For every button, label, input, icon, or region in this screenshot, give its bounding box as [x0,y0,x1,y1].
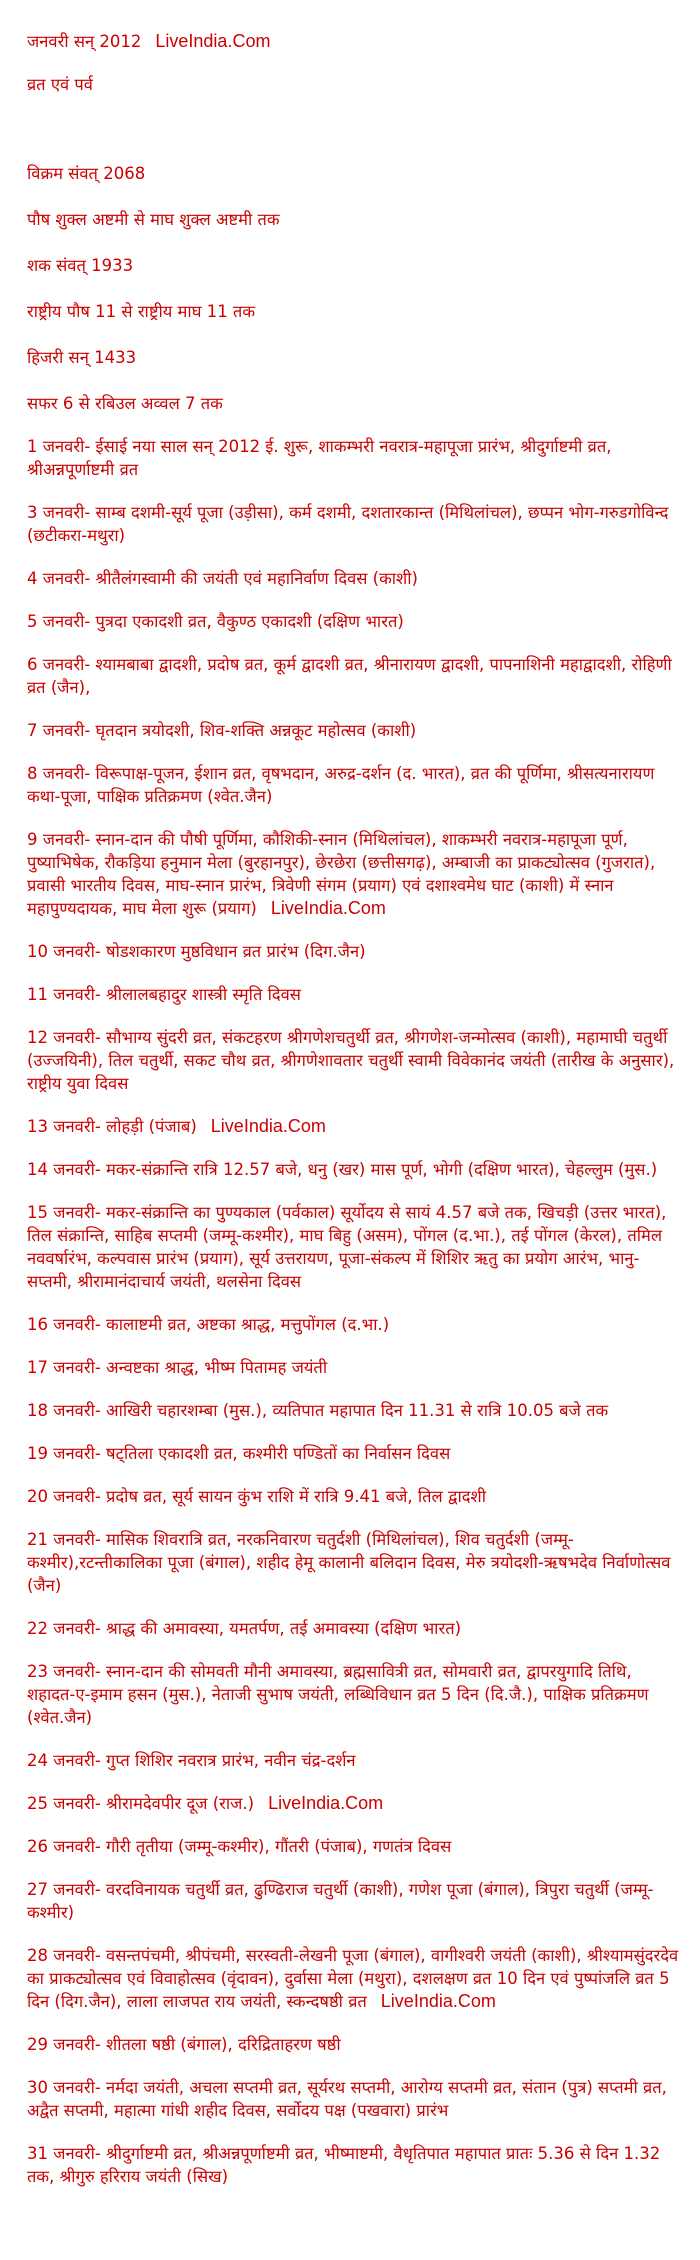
entry-text: 11 जनवरी- श्रीलालबहादुर शास्त्री स्मृति दिवस [27,985,301,1004]
shaka-samvat: शक संवत् 1933 [27,256,134,275]
festival-entry [27,1399,682,1422]
entry-text: 8 जनवरी- विरूपाक्ष-पूजन, ईशान व्रत, वृषभदान, अरुद्र-दर्शन (द. भारत), व्रत की पूर्णिमा, श्रीसत्यनारायण कथा-पूजा, पाक्षिक प्रतिक्रमण (श्वेत.जैन) [27,764,655,806]
festival-entry [27,719,682,742]
festival-entry [27,1313,682,1336]
festival-entry [27,1158,682,1181]
entry-text: 5 जनवरी- पुत्रदा एकादशी व्रत, वैकुण्ठ एकादशी (दक्षिण भारत) [27,612,404,631]
festival-entry [27,501,682,547]
festival-entry [27,1356,682,1379]
subtitle: व्रत एवं पर्व [27,75,93,94]
entry-text: 22 जनवरी- श्राद्ध की अमावस्या, यमतर्पण, तई अमावस्या (दक्षिण भारत) [27,1619,462,1638]
entry-text: 26 जनवरी- गौरी तृतीया (जम्मू-कश्मीर), गौंतरी (पंजाब), गणतंत्र दिवस [27,1837,452,1856]
brand-watermark: LiveIndia.Com [210,1116,326,1136]
festival-entry [27,1115,682,1138]
entry-text: 6 जनवरी- श्यामबाबा द्वादशी, प्रदोष व्रत, कूर्म द्वादशी व्रत, श्रीनारायण द्वादशी, पापनाशिनी महाद्वादशी, रोहिणी व्रत (जैन), [27,655,672,697]
page-title [27,30,682,53]
festival-entry [27,1835,682,1858]
entry-text: 19 जनवरी- षट्तिला एकादशी व्रत, कश्मीरी पण्डितों का निर्वासन दिवस [27,1444,451,1463]
entry-text: 24 जनवरी- गुप्त शिशिर नवरात्र प्रारंभ, नवीन चंद्र-दर्शन [27,1751,356,1770]
entry-text: 25 जनवरी- श्रीरामदेवपीर दूज (राज.) [27,1794,255,1813]
festival-entry [27,1878,682,1924]
festival-entry [27,1442,682,1465]
entry-text: 14 जनवरी- मकर-संक्रान्ति रात्रि 12.57 बजे, धनु (खर) मास पूर्ण, भोगी (दक्षिण भारत), चेहल्लुम (मुस.) [27,1160,658,1179]
festival-entry [27,1944,682,2013]
entry-text: 23 जनवरी- स्नान-दान की सोमवती मौनी अमावस्या, ब्रह्मसावित्री व्रत, सोमवारी व्रत, द्वापरयुगादि तिथि, शहादत-ए-इमाम हसन (मुस.), नेताजी सुभाष जयंती, लब्धिविधान व्रत 5 दिन (दि.जै.), पाक्षिक प्रतिक्रमण (श्वेत.जैन) [27,1662,649,1727]
festival-entry [27,1792,682,1815]
festival-entry [27,567,682,590]
festival-entry [27,435,682,481]
entry-text: 30 जनवरी- नर्मदा जयंती, अचला सप्तमी व्रत, सूर्यरथ सप्तमी, आरोग्य सप्तमी व्रत, संतान (पुत्र) सप्तमी व्रत, अद्वैत सप्तमी, महात्मा गांधी शहीद दिवस, सर्वोदय पक्ष (पखवारा) प्रारंभ [27,2078,667,2120]
entry-text: 3 जनवरी- साम्ब दशमी-सूर्य पूजा (उड़ीसा), कर्म दशमी, दशतारकान्त (मिथिलांचल), छप्पन भोग-गरुडगोविन्द (छटीकरा-मथुरा) [27,503,669,545]
entry-text: 17 जनवरी- अन्वष्टका श्राद्ध, भीष्म पितामह जयंती [27,1358,328,1377]
entry-text: 9 जनवरी- स्नान-दान की पौषी पूर्णिमा, कौशिकी-स्नान (मिथिलांचल), शाकम्भरी नवरात्र-महापूजा पूर्ण, पुष्याभिषेक, रौकड़िया हनुमान मेला (बुरहानपुर), छेरछेरा (छत्तीसगढ़), अम्बाजी का प्राकट्योत्सव (गुजरात), प्रवासी भारतीय दिवस, माघ-स्नान प्रारंभ, त्रिवेणी संगम (प्रयाग) एवं दशाश्वमेध घाट (काशी) में स्नान महापुण्यदायक, माघ मेला शुरू (प्रयाग) [27,830,656,918]
festival-entry [27,828,682,920]
festival-entry [27,1026,682,1095]
entry-text: 27 जनवरी- वरदविनायक चतुर्थी व्रत, ढुण्ढिराज चतुर्थी (काशी), गणेश पूजा (बंगाल), त्रिपुरा चतुर्थी (जम्मू-कश्मीर) [27,1880,654,1922]
month-year: जनवरी सन् 2012 [27,32,142,51]
entry-text: 13 जनवरी- लोहड़ी (पंजाब) [27,1117,197,1136]
entry-text: 1 जनवरी- ईसाई नया साल सन् 2012 ई. शुरू, शाकम्भरी नवरात्र-महापूजा प्रारंभ, श्रीदुर्गाष्टमी व्रत, श्रीअन्नपूर्णाष्टमी व्रत [27,437,612,479]
festival-entry [27,1749,682,1772]
brand-watermark: LiveIndia.Com [268,1793,384,1813]
festival-entry [27,2142,682,2188]
entry-text: 29 जनवरी- शीतला षष्ठी (बंगाल), दरिद्रिताहरण षष्ठी [27,2035,341,2054]
festival-entry [27,653,682,699]
entry-text: 21 जनवरी- मासिक शिवरात्रि व्रत, नरकनिवारण चतुर्दशी (मिथिलांचल), शिव चतुर्दशी (जम्मू-कश्मीर),रटन्तीकालिका पूजा (बंगाल), शहीद हेमू कालानी बलिदान दिवस, मेरु त्रयोदशी-ऋषभदेव निर्वाणोत्सव (जैन) [27,1530,671,1595]
paksha-range: पौष शुक्ल अष्टमी से माघ शुक्ल अष्टमी तक [27,210,280,229]
festival-entry [27,610,682,633]
festival-list [27,435,682,2188]
entry-text: 28 जनवरी- वसन्तपंचमी, श्रीपंचमी, सरस्वती-लेखनी पूजा (बंगाल), वागीश्वरी जयंती (काशी), श्रीश्यामसुंदरदेव का प्राकट्योत्सव एवं विवाहोत्सव (वृंदावन), दुर्वासा मेला (मथुरा), दशलक्षण व्रत 10 दिन एवं पुष्पांजलि व्रत 5 दिन (दिग.जैन), लाला लाजपत राय जयंती, स्कन्दषष्ठी व्रत [27,1946,679,2011]
entry-text: 7 जनवरी- घृतदान त्रयोदशी, शिव-शक्ति अन्नकूट महोत्सव (काशी) [27,721,417,740]
festival-entry [27,2033,682,2056]
festival-entry [27,1201,682,1293]
festival-entry [27,1617,682,1640]
festival-entry [27,1528,682,1597]
entry-text: 10 जनवरी- षोडशकारण मुष्ठविधान व्रत प्रारंभ (दिग.जैन) [27,942,366,961]
national-range: राष्ट्रीय पौष 11 से राष्ट्रीय माघ 11 तक [27,302,256,321]
festival-entry [27,1660,682,1729]
hijri-range: सफर 6 से रबिउल अव्वल 7 तक [27,394,223,413]
vikram-samvat: विक्रम संवत् 2068 [27,164,146,183]
hijri-year: हिजरी सन् 1433 [27,348,137,367]
entry-text: 18 जनवरी- आखिरी चहारशम्बा (मुस.), व्यतिपात महापात दिन 11.31 से रात्रि 10.05 बजे तक [27,1401,609,1420]
calendar-page [27,30,682,2208]
festival-entry [27,983,682,1006]
brand-watermark: LiveIndia.Com [270,898,386,918]
entry-text: 31 जनवरी- श्रीदुर्गाष्टमी व्रत, श्रीअन्नपूर्णाष्टमी व्रत, भीष्माष्टमी, वैधृतिपात महापात प्रातः 5.36 से दिन 1.32 तक, श्रीगुरु हरिराय जयंती (सिख) [27,2144,661,2186]
festival-entry [27,1485,682,1508]
entry-text: 16 जनवरी- कालाष्टमी व्रत, अष्टका श्राद्ध, मत्तुपोंगल (द.भा.) [27,1315,390,1334]
festival-entry [27,940,682,963]
entry-text: 20 जनवरी- प्रदोष व्रत, सूर्य सायन कुंभ राशि में रात्रि 9.41 बजे, तिल द्वादशी [27,1487,486,1506]
festival-entry [27,762,682,808]
entry-text: 4 जनवरी- श्रीतैलंगस्वामी की जयंती एवं महानिर्वाण दिवस (काशी) [27,569,418,588]
brand-watermark: LiveIndia.Com [155,31,271,51]
festival-entry [27,2076,682,2122]
entry-text: 15 जनवरी- मकर-संक्रान्ति का पुण्यकाल (पर्वकाल) सूर्योदय से सायं 4.57 बजे तक, खिचड़ी (उत्तर भारत), तिल संक्रान्ति, साहिब सप्तमी (जम्मू-कश्मीर), माघ बिहु (असम), पोंगल (द.भा.), तई पोंगल (केरल), तमिल नववर्षारंभ, कल्पवास प्रारंभ (प्रयाग), सूर्य उत्तरायण, पूजा-संकल्प में शिशिर ऋतु का प्रयोग आरंभ, भानु-सप्तमी, श्रीरामानंदाचार्य जयंती, थलसेना दिवस [27,1203,667,1291]
entry-text: 12 जनवरी- सौभाग्य सुंदरी व्रत, संकटहरण श्रीगणेशचतुर्थी व्रत, श्रीगणेश-जन्मोत्सव (काशी), महामाघी चतुर्थी (उज्जयिनी), तिल चतुर्थी, सकट चौथ व्रत, श्रीगणेशावतार चतुर्थी स्वामी विवेकानंद जयंती (तारीख के अनुसार), राष्ट्रीय युवा दिवस [27,1028,675,1093]
brand-watermark: LiveIndia.Com [380,1991,496,2011]
